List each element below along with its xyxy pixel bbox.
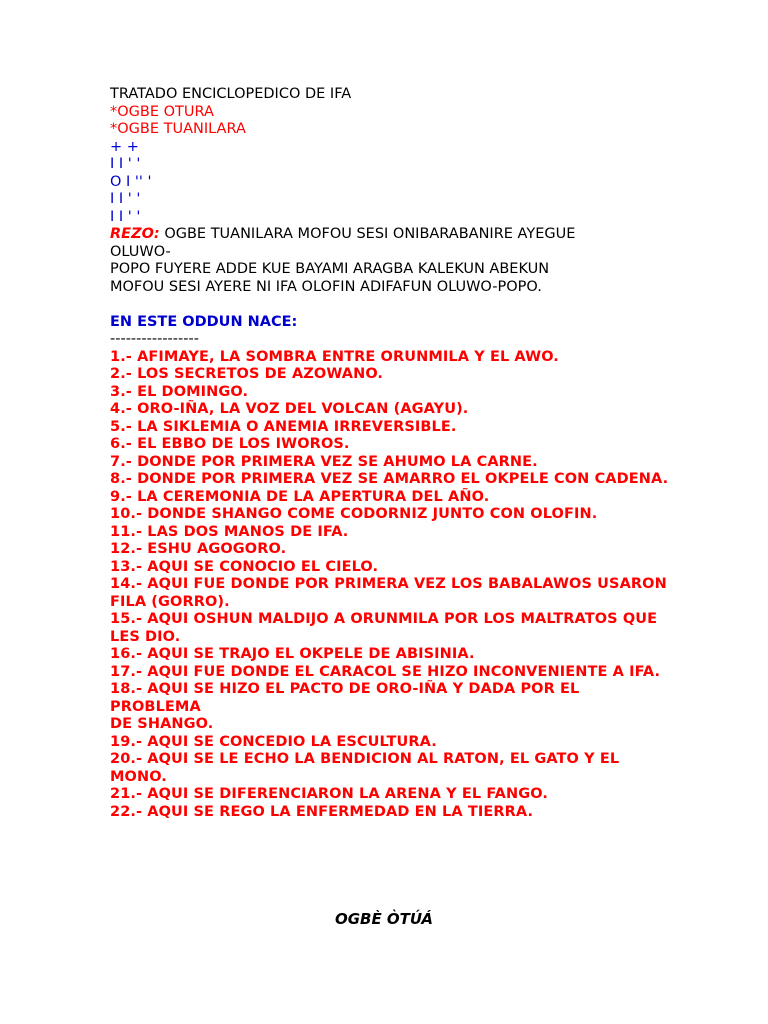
list-item: 21.- AQUI SE DIFERENCIARON LA ARENA Y EL FANGO. [110,786,548,802]
list-item: 11.- LAS DOS MANOS DE IFA. [110,523,349,540]
list-item: 4.- ORO-IÑA, LA VOZ DEL VOLCAN (AGAYU). [110,401,469,417]
closing-title: OGBÈ ÒTÚÁ [334,910,434,928]
name-ogbe-otura: *OGBE OTURA [110,103,214,120]
list-item: 1.- AFIMAYE, LA SOMBRA ENTRE ORUNMILA Y EL AWO. [110,348,559,365]
list-item: 14.- AQUI FUE DONDE POR PRIMERA VEZ LOS BABALAWOS USARON FILA (GORRO). [110,576,667,610]
list-item: 18.- AQUI SE HIZO EL PACTO DE ORO-IÑA Y DADA POR EL PROBLEMA DE SHANGO. [110,681,580,732]
list-item: 20.- AQUI SE LE ECHO LA BENDICION AL RATON, EL GATO Y EL MONO. [110,751,620,785]
list-item: 15.- AQUI OSHUN MALDIJO A ORUNMILA POR LOS MALTRATOS QUE LES DIO. [110,611,658,645]
rezo-label: REZO: [110,226,160,242]
signature-line: I I ' ' [110,191,141,207]
signature-line: I I ' ' [110,156,141,172]
rezo-text: OGBE TUANILARA MOFOU SESI ONIBARABANIRE AYEGUE [159,226,576,242]
rezo-text: POPO FUYERE ADDE KUE BAYAMI ARAGBA KALEKUN ABEKUN [110,261,550,277]
document-title: TRATADO ENCICLOPEDICO DE IFA [110,86,352,102]
list-item: 16.- AQUI SE TRAJO EL OKPELE DE ABISINIA. [110,646,475,662]
rezo-text: MOFOU SESI AYERE NI IFA OLOFIN ADIFAFUN OLUWO-POPO. [110,278,542,295]
rezo-paragraph [110,226,670,244]
document-body [110,86,670,821]
list-item: 9.- LA CEREMONIA DE LA APERTURA DEL AÑO. [110,488,490,505]
spacer [110,296,670,314]
section-heading: EN ESTE ODDUN NACE: [110,313,298,330]
signature-line: O I '' ' [110,173,152,190]
list-item: 7.- DONDE POR PRIMERA VEZ SE AHUMO LA CARNE. [110,453,538,470]
list-item: 17.- AQUI FUE DONDE EL CARACOL SE HIZO INCONVENIENTE A IFA. [110,663,661,680]
list-item: 5.- LA SIKLEMIA O ANEMIA IRREVERSIBLE. [110,418,457,435]
separator: ----------------- [110,331,199,347]
list-item: 13.- AQUI SE CONOCIO EL CIELO. [110,558,379,575]
list-item: 8.- DONDE POR PRIMERA VEZ SE AMARRO EL OKPELE CON CADENA. [110,471,669,487]
signature-line: + + [110,138,139,155]
list-item: 3.- EL DOMINGO. [110,383,249,400]
list-item: 19.- AQUI SE CONCEDIO LA ESCULTURA. [110,733,437,750]
list-item: 10.- DONDE SHANGO COME CODORNIZ JUNTO CON OLOFIN. [110,506,598,522]
list-item: 22.- AQUI SE REGO LA ENFERMEDAD EN LA TIERRA. [110,803,534,820]
list-item: 2.- LOS SECRETOS DE AZOWANO. [110,366,384,382]
rezo-text: OLUWO- [110,243,171,260]
births-list [110,349,670,822]
name-ogbe-tuanilara: *OGBE TUANILARA [110,121,246,137]
list-item: 6.- EL EBBO DE LOS IWOROS. [110,436,350,452]
signature-line: I I ' ' [110,208,141,225]
list-item: 12.- ESHU AGOGORO. [110,541,287,557]
